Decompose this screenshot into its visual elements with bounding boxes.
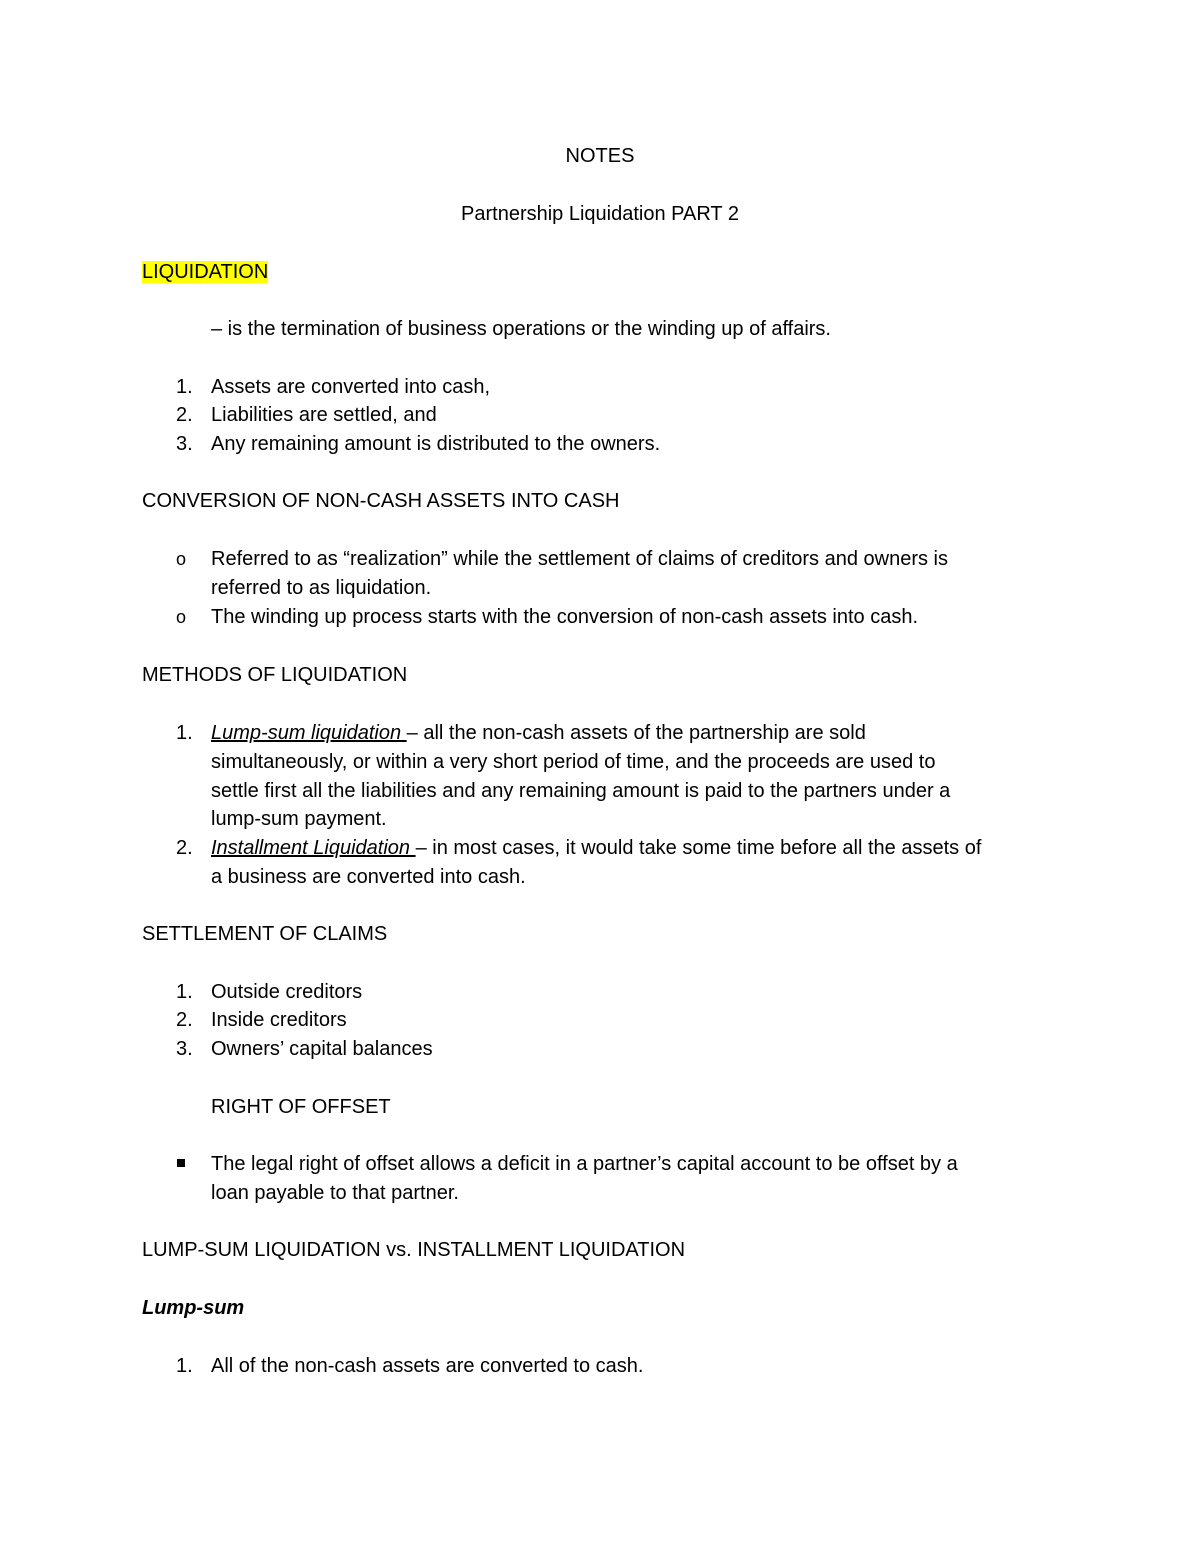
list-number: 3. xyxy=(176,433,193,455)
list-number: 2. xyxy=(176,837,193,859)
list-item: Any remaining amount is distributed to the owners. xyxy=(211,433,661,455)
circle-bullet-icon: o xyxy=(176,607,187,627)
method-term: Lump-sum liquidation xyxy=(211,722,407,744)
lump-sum-subheading: Lump-sum xyxy=(142,1297,245,1319)
liquidation-heading xyxy=(142,258,268,287)
bullet-item-continuation: referred to as liquidation. xyxy=(211,577,432,599)
list-number: 3. xyxy=(176,1038,193,1060)
list-item: Outside creditors xyxy=(211,981,363,1003)
method-description: – all the non-cash assets of the partnership are sold xyxy=(406,722,866,744)
list-item: Inside creditors xyxy=(211,1009,347,1031)
right-of-offset-heading: RIGHT OF OFFSET xyxy=(211,1096,391,1118)
list-number: 1. xyxy=(176,1355,193,1377)
method-item-continuation: settle first all the liabilities and any remaining amount is paid to the partners under a xyxy=(211,780,951,802)
list-item: All of the non-cash assets are converted to cash. xyxy=(211,1355,644,1377)
method-item xyxy=(211,719,866,748)
list-number: 2. xyxy=(176,1009,193,1031)
document-title: NOTES xyxy=(565,145,635,167)
comparison-heading: LUMP-SUM LIQUIDATION vs. INSTALLMENT LIQUIDATION xyxy=(142,1239,686,1261)
methods-heading: METHODS OF LIQUIDATION xyxy=(142,664,408,686)
method-item-continuation: a business are converted into cash. xyxy=(211,866,526,888)
list-item: Owners’ capital balances xyxy=(211,1038,433,1060)
method-item-continuation: simultaneously, or within a very short period of time, and the proceeds are used to xyxy=(211,751,936,773)
liquidation-definition: – is the termination of business operations or the winding up of affairs. xyxy=(211,318,831,340)
bullet-item: Referred to as “realization” while the settlement of claims of creditors and owners is xyxy=(211,548,948,570)
settlement-heading: SETTLEMENT OF CLAIMS xyxy=(142,923,388,945)
conversion-heading: CONVERSION OF NON-CASH ASSETS INTO CASH xyxy=(142,490,620,512)
list-number: 1. xyxy=(176,722,193,744)
list-number: 2. xyxy=(176,404,193,426)
method-item-continuation: lump-sum payment. xyxy=(211,808,387,830)
circle-bullet-icon: o xyxy=(176,549,187,569)
list-item: Assets are converted into cash, xyxy=(211,376,491,398)
bullet-item: The winding up process starts with the conversion of non-cash assets into cash. xyxy=(211,606,919,628)
offset-bullet-continuation: loan payable to that partner. xyxy=(211,1182,459,1204)
offset-bullet-item: The legal right of offset allows a deficit in a partner’s capital account to be offset by a xyxy=(211,1153,958,1175)
highlighted-heading-text: LIQUIDATION xyxy=(142,261,269,283)
method-description: – in most cases, it would take some time before all the assets of xyxy=(415,837,982,859)
list-number: 1. xyxy=(176,376,193,398)
square-bullet-icon xyxy=(177,1159,185,1167)
list-number: 1. xyxy=(176,981,193,1003)
method-term: Installment Liquidation xyxy=(211,837,416,859)
list-item: Liabilities are settled, and xyxy=(211,404,437,426)
method-item xyxy=(211,834,981,863)
document-subtitle: Partnership Liquidation PART 2 xyxy=(461,203,739,225)
